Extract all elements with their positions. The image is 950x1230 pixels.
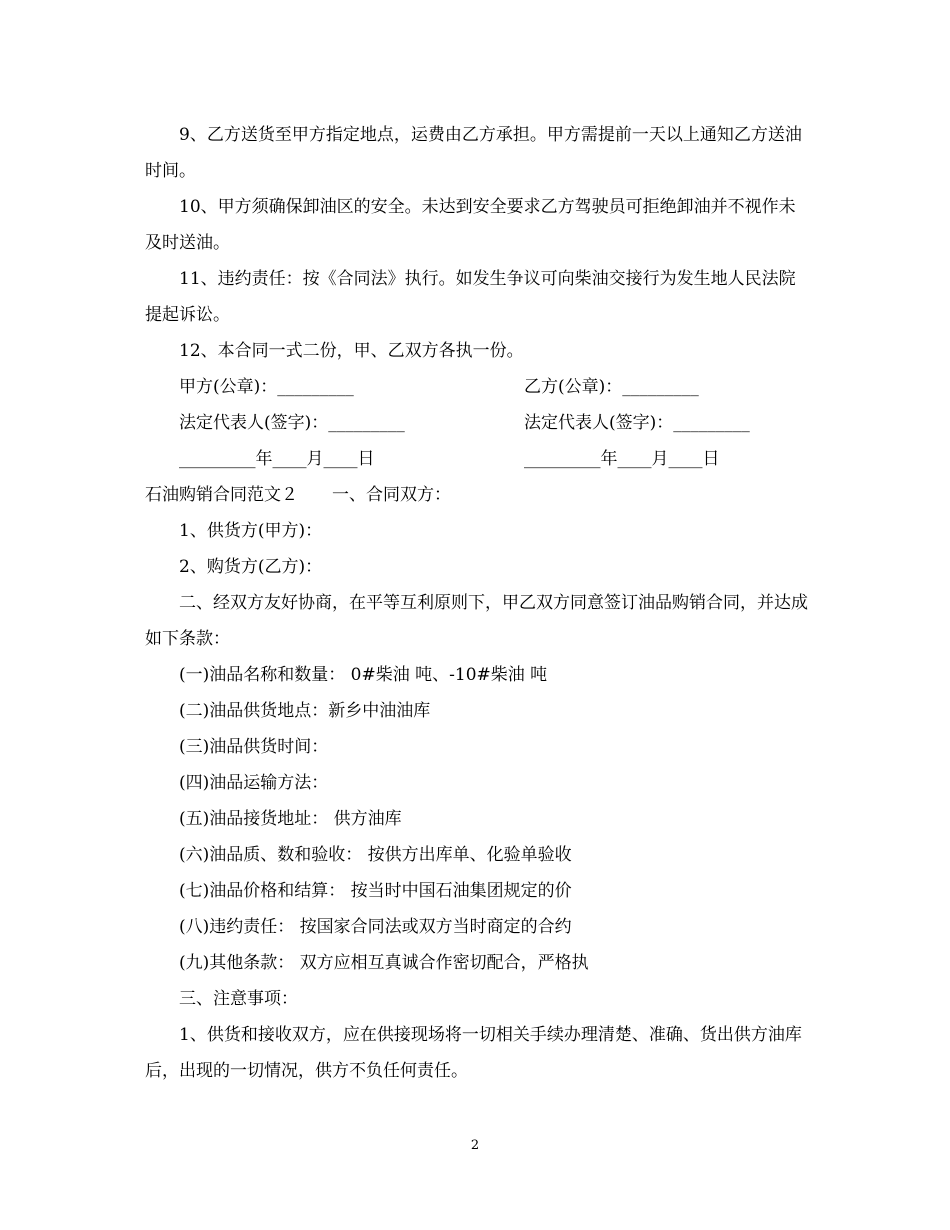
clause-12: 12、本合同一式二份，甲、乙双方各执一份。 [179,341,524,361]
party-b-date: _________年____月____日 [524,449,720,469]
clause-10: 10、甲方须确保卸油区的安全。未达到安全要求乙方驾驶员可拒绝卸油并不视作未及时送油。 [145,197,796,253]
party-a-representative: 法定代表人(签字)：_________ [179,413,405,433]
party-a-seal: 甲方(公章)：_________ [179,377,354,397]
buyer-line: 2、购货方(乙方)： [179,557,323,577]
clause-9: 9、乙方送货至甲方指定地点，运费由乙方承担。甲方需提前一天以上通知乙方送油时间。 [145,125,802,181]
item-2: (二)油品供货地点：新乡中油油库 [179,701,431,721]
clause-11: 11、违约责任：按《合同法》执行。如发生争议可向柴油交接行为发生地人民法院提起诉讼。 [145,269,796,325]
party-b-seal: 乙方(公章)：_________ [524,377,699,397]
page-number: 2 [470,1138,480,1153]
item-6: (六)油品质、数和验收： 按供方出库单、化验单验收 [179,845,572,865]
item-5: (五)油品接货地址： 供方油库 [179,809,402,829]
item-7: (七)油品价格和结算： 按当时中国石油集团规定的价 [179,881,572,901]
item-8: (八)违约责任： 按国家合同法或双方当时商定的合约 [179,917,572,937]
item-9: (九)其他条款： 双方应相互真诚合作密切配合，严格执 [179,953,589,973]
note-1: 1、供货和接收双方，应在供接现场将一切相关手续办理清楚、准确、货出供方油库后，出现的一切情况，供方不负任何责任。 [145,1025,802,1081]
item-3: (三)油品供货时间： [179,737,329,757]
section2-heading: 石油购销合同范文２ 一、合同双方： [145,485,451,505]
party-b-representative: 法定代表人(签字)：_________ [524,413,750,433]
supplier-line: 1、供货方(甲方)： [179,521,323,541]
party-a-date: _________年____月____日 [179,449,375,469]
clause-intro: 二、经双方友好协商，在平等互利原则下，甲乙双方同意签订油品购销合同，并达成如下条款： [145,593,808,649]
item-4: (四)油品运输方法： [179,773,329,793]
item-1: (一)油品名称和数量： 0#柴油 吨、-10#柴油 吨 [179,665,548,685]
notes-heading: 三、注意事项： [179,989,298,1009]
